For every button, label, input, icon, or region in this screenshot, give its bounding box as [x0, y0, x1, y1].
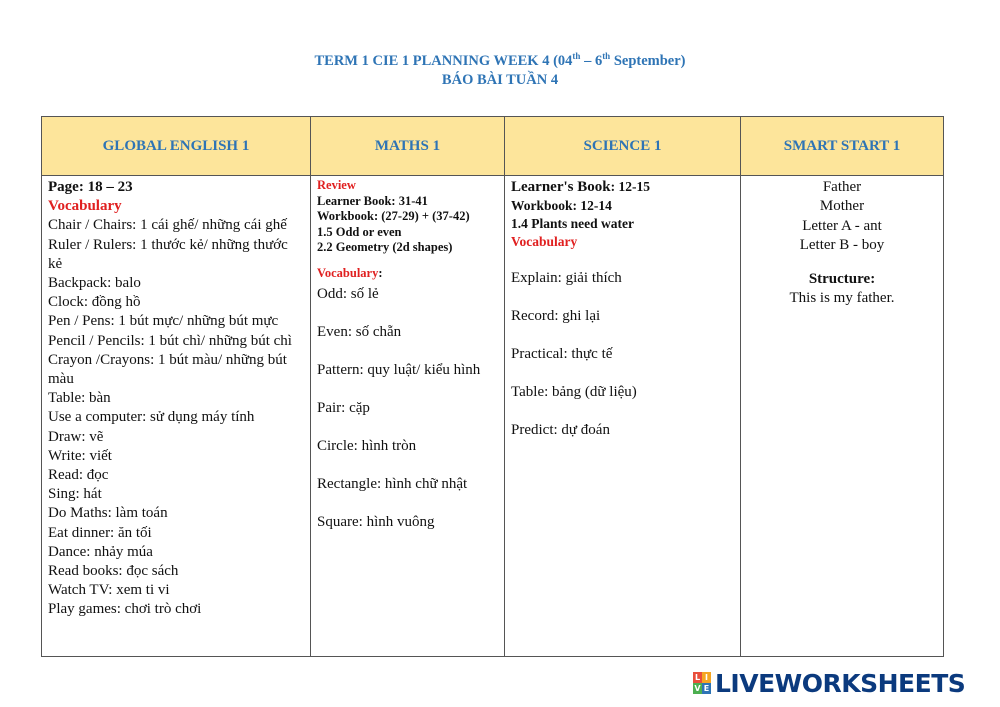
list-item: Square: hình vuông — [317, 514, 435, 530]
maths-vocab-heading — [317, 266, 498, 282]
page-title — [0, 52, 1000, 90]
header-smart-start: SMART START 1 — [741, 117, 944, 176]
smart-item: Letter B - boy — [799, 236, 885, 253]
title-text: – 6 — [580, 53, 603, 69]
english-vocab-label: Vocabulary — [48, 198, 122, 215]
title-sup: th — [572, 51, 581, 62]
maths-review-label: Review — [317, 178, 356, 192]
english-vocab-list — [48, 216, 304, 619]
header-science: SCIENCE 1 — [505, 117, 741, 176]
science-workbook: Workbook: 12-14 — [511, 198, 612, 213]
title-text: TERM 1 CIE 1 PLANNING WEEK 4 (04 — [314, 53, 573, 69]
maths-line: 1.5 Odd or even — [317, 224, 402, 239]
title-sup: th — [602, 51, 611, 62]
list-item: Play games: chơi trò chơi — [48, 601, 202, 618]
list-item: Sing: hát — [48, 486, 102, 503]
list-item: Table: bảng (dữ liệu) — [511, 384, 637, 400]
header-global-english: GLOBAL ENGLISH 1 — [42, 117, 311, 176]
list-item: Draw: vẽ — [48, 428, 104, 445]
list-item: Pair: cặp — [317, 400, 370, 416]
list-item: Table: bàn — [48, 390, 111, 407]
english-cell — [42, 176, 311, 657]
maths-cell — [311, 176, 505, 657]
title-line-2: BÁO BÀI TUẦN 4 — [441, 72, 559, 88]
smart-structure-text: This is my father. — [789, 290, 895, 307]
title-text: September) — [610, 53, 686, 69]
list-item: Even: số chẵn — [317, 324, 402, 340]
list-item: Pattern: quy luật/ kiểu hình — [317, 362, 481, 378]
list-item: Explain: giải thích — [511, 270, 622, 286]
list-item: Odd: số lẻ — [317, 286, 379, 302]
maths-line: Workbook: (27-29) + (37-42) — [317, 209, 470, 223]
list-item: Read: đọc — [48, 467, 109, 484]
liveworksheets-logo — [693, 668, 965, 698]
smart-item: Father — [822, 179, 862, 195]
maths-vocab-list — [317, 285, 498, 532]
list-item: Pen / Pens: 1 bút mực/ những bút mực — [48, 313, 279, 330]
header-maths: MATHS 1 — [311, 117, 505, 176]
logo-text: LIVEWORKSHEETS — [715, 668, 966, 698]
english-page: Page: 18 – 23 — [48, 179, 133, 195]
smart-start-cell — [741, 176, 944, 657]
list-item: Record: ghi lại — [511, 308, 601, 324]
list-item: Dance: nhảy múa — [48, 543, 153, 560]
science-cell — [505, 176, 741, 657]
list-item: Circle: hình tròn — [317, 438, 417, 454]
list-item: Read books: đọc sách — [48, 563, 179, 580]
smart-structure-label: Structure: — [808, 271, 876, 288]
list-item: Practical: thực tế — [511, 346, 613, 362]
logo-letter: V — [694, 684, 701, 693]
planning-table — [41, 116, 944, 657]
title-line-1 — [0, 52, 1000, 71]
list-item: Chair / Chairs: 1 cái ghế/ những cái ghế — [48, 217, 287, 234]
list-item: Use a computer: sử dụng máy tính — [48, 409, 255, 426]
science-learner-label: Learner's Book — [511, 179, 611, 195]
maths-line: Learner Book: 31-41 — [317, 193, 428, 208]
list-item: Rectangle: hình chữ nhật — [317, 476, 468, 492]
smart-item: Mother — [819, 198, 865, 215]
science-vocab-list — [511, 269, 734, 440]
smart-item: Letter A - ant — [802, 217, 882, 234]
science-learner-pages: : 12-15 — [610, 179, 650, 194]
science-learner-book — [511, 178, 734, 197]
list-item: Pencil / Pencils: 1 bút chì/ những bút chì — [48, 332, 292, 349]
list-item: Ruler / Rulers: 1 thước kẻ/ những thước kẻ — [48, 236, 288, 272]
maths-line: 2.2 Geometry (2d shapes) — [317, 240, 453, 254]
list-item: Watch TV: xem ti vi — [48, 582, 170, 599]
list-item: Do Maths: làm toán — [48, 505, 168, 522]
list-item: Backpack: balo — [48, 275, 141, 292]
list-item: Crayon /Crayons: 1 bút màu/ những bút màu — [48, 351, 287, 388]
list-item: Clock: đồng hồ — [48, 294, 141, 311]
maths-vocab-label: Vocabulary — [317, 265, 379, 280]
logo-mark-icon — [693, 672, 711, 694]
table-row — [42, 176, 944, 657]
logo-letter: E — [703, 684, 710, 693]
science-topic: 1.4 Plants need water — [511, 216, 634, 231]
logo-letter: I — [702, 672, 711, 683]
logo-letter: L — [694, 673, 701, 682]
list-item: Eat dinner: ăn tối — [48, 524, 152, 541]
list-item: Write: viết — [48, 447, 112, 464]
list-item: Predict: dự đoán — [511, 422, 610, 438]
table-header-row — [42, 117, 944, 176]
maths-vocab-colon: : — [378, 265, 383, 280]
science-vocab-label: Vocabulary — [511, 234, 578, 249]
